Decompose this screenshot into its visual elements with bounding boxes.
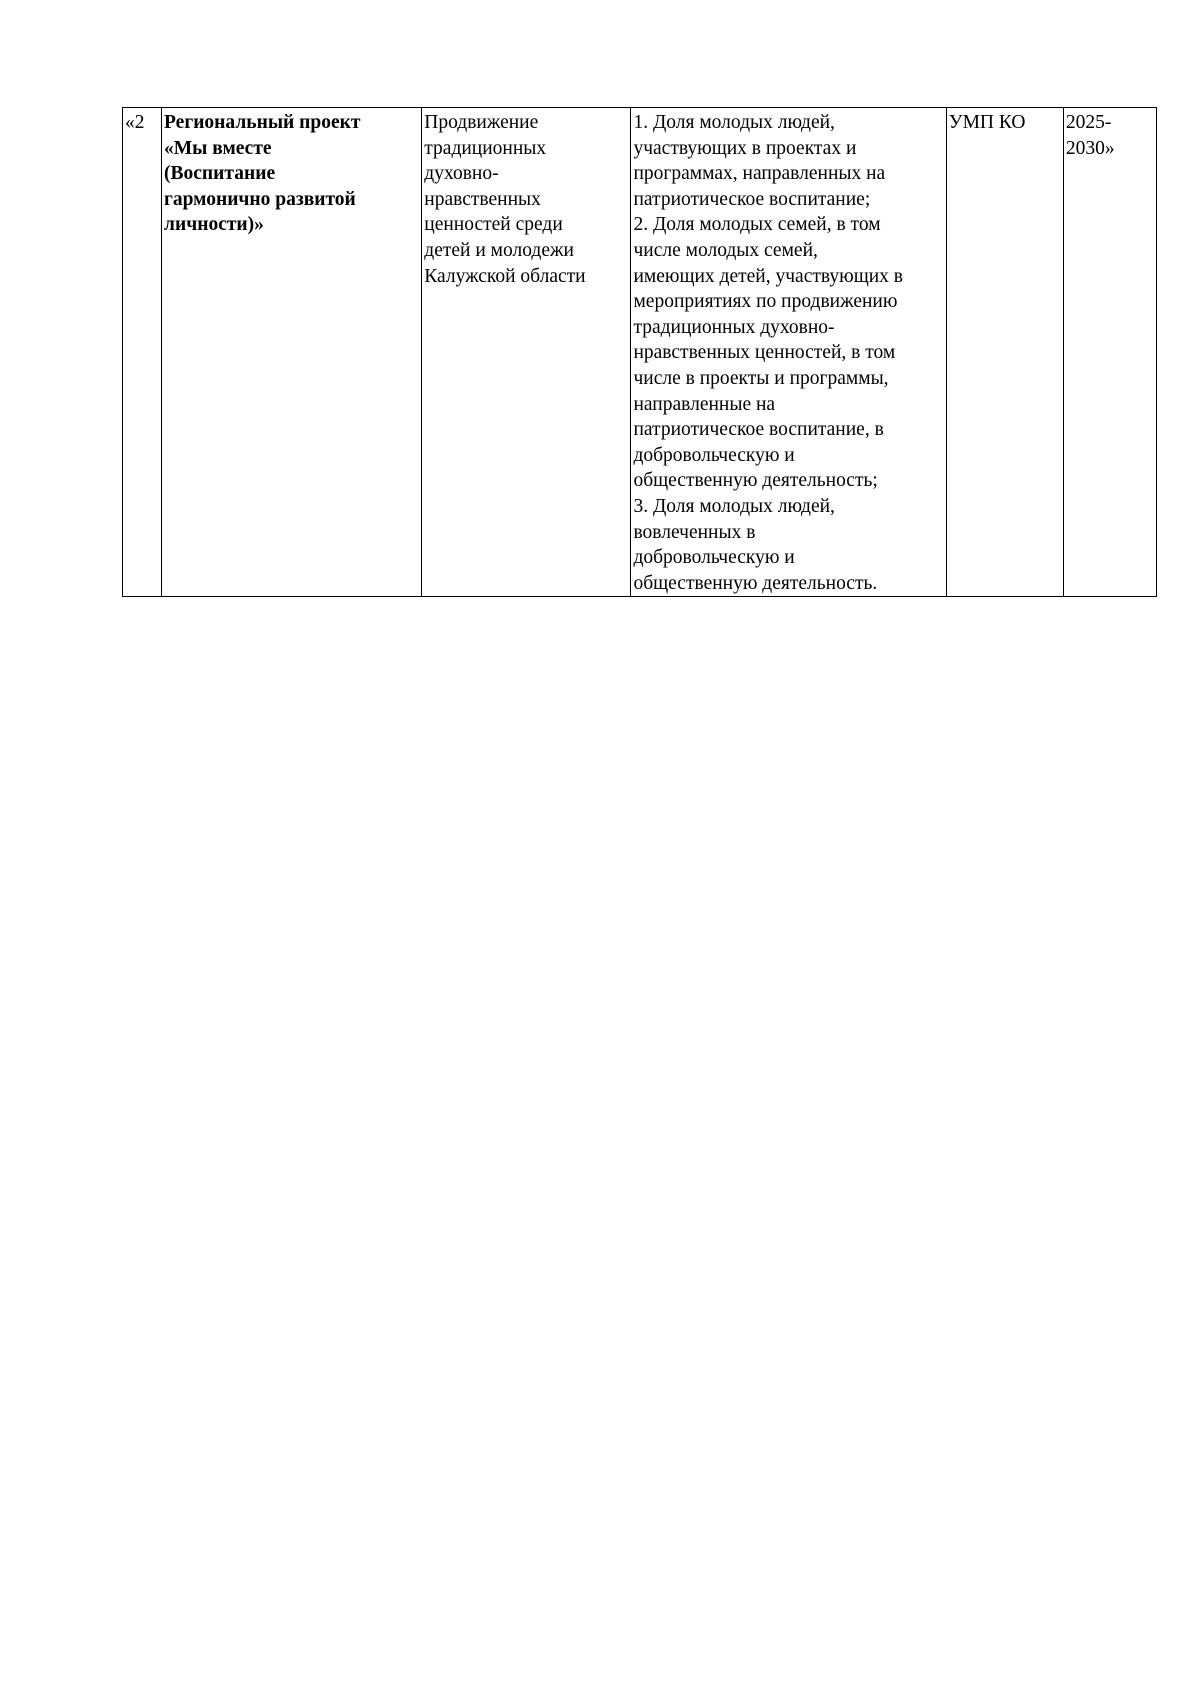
project-name-cell — [162, 108, 422, 597]
table-row — [123, 108, 1157, 597]
goal-line: ценностей среди — [424, 214, 563, 236]
goal-line: Калужской области — [424, 265, 586, 287]
indicator-line: добровольческую и — [633, 444, 795, 466]
indicator-line: 2. Доля молодых семей, в том — [633, 214, 881, 236]
program-table — [122, 107, 1157, 597]
goal-line: традиционных — [424, 137, 547, 159]
indicator-line: 3. Доля молодых людей, — [633, 495, 835, 517]
indicator-line: общественную деятельность. — [633, 572, 878, 594]
indicator-line: патриотическое воспитание; — [633, 188, 871, 210]
executor-text: УМП КО — [948, 112, 1026, 133]
period-cell — [1063, 108, 1156, 597]
indicator-line: участвующих в проектах и — [633, 137, 857, 159]
period-line: 2025- — [1065, 112, 1112, 133]
goal-line: нравственных — [424, 188, 541, 210]
project-name-line: личности)» — [164, 214, 264, 236]
goal-line: детей и молодежи — [424, 239, 574, 261]
row-number-cell — [123, 108, 162, 597]
indicator-line: мероприятиях по продвижению — [633, 291, 898, 313]
indicator-line: добровольческую и — [633, 547, 795, 569]
period-line: 2030» — [1065, 137, 1115, 159]
goal-cell — [422, 108, 631, 597]
indicator-line: общественную деятельность; — [633, 470, 878, 492]
indicator-line: имеющих детей, участвующих в — [633, 265, 904, 287]
indicators-cell — [631, 108, 946, 597]
row-number: «2 — [125, 112, 145, 133]
project-name-line: (Воспитание — [164, 163, 276, 185]
indicator-line: числе молодых семей, — [633, 239, 818, 261]
indicator-line: 1. Доля молодых людей, — [633, 112, 835, 133]
executor-cell — [946, 108, 1063, 597]
indicator-line: программах, направленных на — [633, 163, 886, 185]
project-name-line: гармонично развитой — [164, 188, 356, 210]
indicator-line: нравственных ценностей, в том — [633, 342, 896, 364]
indicator-line: традиционных духовно- — [633, 316, 835, 338]
indicator-line: направленные на — [633, 393, 776, 415]
indicator-line: вовлеченных в — [633, 521, 756, 543]
project-name-line: Региональный проект — [164, 112, 361, 133]
indicator-line: патриотическое воспитание, в — [633, 419, 884, 441]
goal-line: Продвижение — [424, 112, 539, 133]
indicator-line: числе в проекты и программы, — [633, 367, 889, 389]
goal-line: духовно- — [424, 163, 499, 185]
project-name-line: «Мы вместе — [164, 137, 272, 159]
